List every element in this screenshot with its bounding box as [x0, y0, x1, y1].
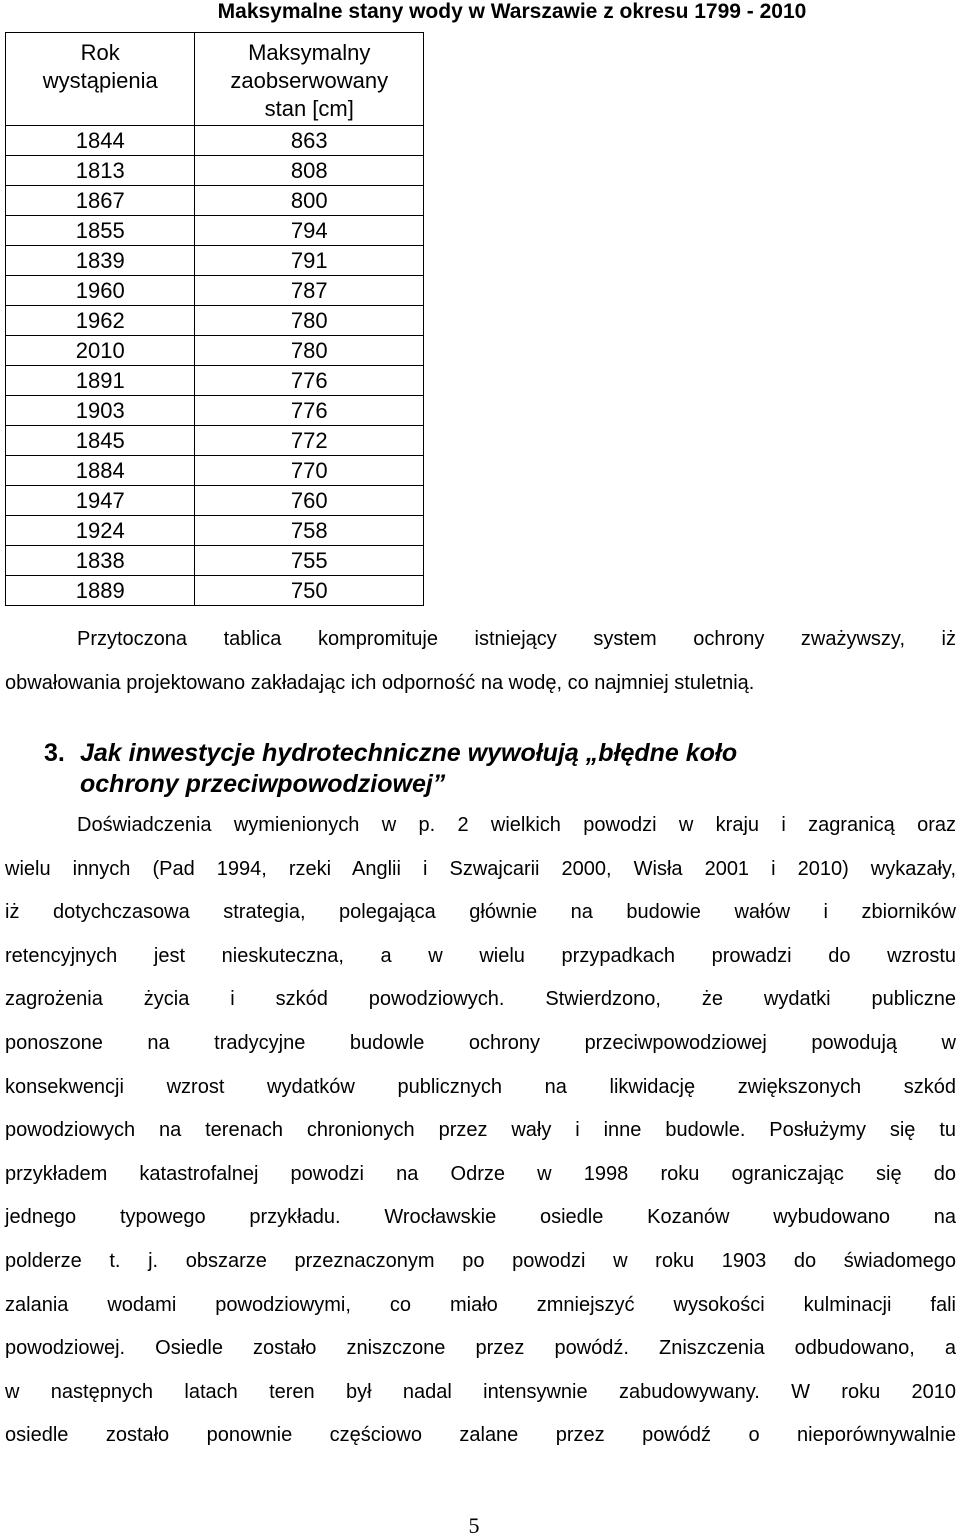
cell-year: 1960 — [6, 276, 195, 306]
paragraph-2-line: iż dotychczasowa strategia, polegająca głównie na budowie wałów i zbiorników — [5, 901, 956, 924]
table-row — [6, 546, 424, 576]
paragraph-2-line: jednego typowego przykładu. Wrocławskie osiedle Kozanów wybudowano na — [5, 1206, 956, 1229]
table-row — [6, 336, 424, 366]
cell-level: 780 — [195, 336, 424, 366]
paragraph-2-line: retencyjnych jest nieskuteczna, a w wielu przypadkach prowadzi do wzrostu — [5, 944, 956, 967]
cell-level: 794 — [195, 216, 424, 246]
paragraph-2-line: ponoszone na tradycyjne budowle ochrony przeciwpowodziowej powodują w — [5, 1032, 956, 1054]
table-row — [6, 126, 424, 156]
table-row — [6, 216, 424, 246]
section-number: 3. — [44, 739, 65, 767]
paragraph-2-line: polderze t. j. obszarze przeznaczonym po powodzi w roku 1903 do świadomego — [5, 1250, 956, 1272]
cell-level: 800 — [195, 186, 424, 216]
table-row — [6, 246, 424, 276]
table-row — [6, 396, 424, 426]
table-row — [6, 156, 424, 186]
cell-level: 755 — [195, 546, 424, 576]
table-row — [6, 576, 424, 606]
cell-year: 1903 — [6, 396, 195, 426]
table-header-row — [6, 33, 424, 126]
cell-level: 758 — [195, 516, 424, 546]
table-row — [6, 486, 424, 516]
cell-year: 2010 — [6, 336, 195, 366]
cell-year: 1838 — [6, 546, 195, 576]
cell-level: 780 — [195, 306, 424, 336]
table-row — [6, 276, 424, 306]
cell-level: 770 — [195, 456, 424, 486]
table-title — [0, 0, 960, 24]
cell-year: 1889 — [6, 576, 195, 606]
table-body — [6, 126, 424, 606]
cell-year: 1845 — [6, 426, 195, 456]
cell-level: 787 — [195, 276, 424, 306]
paragraph-2-line: osiedle zostało ponownie częściowo zalane przez powódź o nieporównywalnie — [5, 1424, 956, 1447]
cell-year: 1947 — [6, 486, 195, 516]
paragraph-2-line: zagrożenia życia i szkód powodziowych. Stwierdzono, że wydatki publiczne — [5, 988, 956, 1011]
header-level: Maksymalny zaobserwowany stan [cm] — [195, 33, 424, 126]
table-row — [6, 426, 424, 456]
cell-level: 776 — [195, 396, 424, 426]
paragraph-2-line: Doświadczenia wymienionych w p. 2 wielkich powodzi w kraju i zagranicą oraz — [77, 814, 956, 836]
table-row — [6, 186, 424, 216]
cell-level: 760 — [195, 486, 424, 516]
table-row — [6, 516, 424, 546]
paragraph-2-line: wielu innych (Pad 1994, rzeki Anglii i Szwajcarii 2000, Wisła 2001 i 2010) wykazały, — [5, 857, 956, 880]
paragraph-1-line-2: obwałowania projektowano zakładając ich odporność na wodę, co najmniej stuletnią. — [5, 672, 755, 694]
table-row — [6, 456, 424, 486]
cell-year: 1884 — [6, 456, 195, 486]
paragraph-2-line: zalania wodami powodziowymi, co miało zmniejszyć wysokości kulminacji fali — [5, 1293, 956, 1316]
cell-level: 808 — [195, 156, 424, 186]
cell-year: 1891 — [6, 366, 195, 396]
cell-level: 776 — [195, 366, 424, 396]
page-number: 5 — [468, 1513, 480, 1538]
cell-level: 791 — [195, 246, 424, 276]
cell-year: 1924 — [6, 516, 195, 546]
cell-level: 772 — [195, 426, 424, 456]
cell-year: 1867 — [6, 186, 195, 216]
header-year: Rok wystąpienia — [6, 33, 195, 126]
table-row — [6, 306, 424, 336]
cell-level: 863 — [195, 126, 424, 156]
cell-year: 1839 — [6, 246, 195, 276]
paragraph-1-line-1: Przytoczona tablica kompromituje istniejący system ochrony zważywszy, iż — [77, 628, 956, 650]
paragraph-2-line: powodziowej. Osiedle zostało zniszczone przez powódź. Zniszczenia odbudowano, a — [5, 1337, 956, 1360]
cell-year: 1813 — [6, 156, 195, 186]
table-title-text: Maksymalne stany wody w Warszawie z okresu 1799 - 2010 — [217, 0, 807, 23]
section-heading — [44, 738, 944, 800]
table-row — [6, 366, 424, 396]
cell-level: 750 — [195, 576, 424, 606]
section-heading-line-1: Jak inwestycje hydrotechniczne wywołują „błędne koło — [80, 739, 738, 767]
paragraph-2-line: w następnych latach teren był nadal intensywnie zabudowywany. W roku 2010 — [5, 1380, 956, 1403]
cell-year: 1855 — [6, 216, 195, 246]
paragraph-2-line: przykładem katastrofalnej powodzi na Odrze w 1998 roku ograniczając się do — [5, 1162, 956, 1185]
water-level-table — [5, 32, 424, 606]
cell-year: 1962 — [6, 306, 195, 336]
section-heading-line-2: ochrony przeciwpowodziowej” — [80, 770, 446, 798]
paragraph-2-line: konsekwencji wzrost wydatków publicznych na likwidację zwiększonych szkód — [5, 1075, 956, 1098]
cell-year: 1844 — [6, 126, 195, 156]
paragraph-2-line: powodziowych na terenach chronionych przez wały i inne budowle. Posłużymy się tu — [5, 1119, 956, 1142]
